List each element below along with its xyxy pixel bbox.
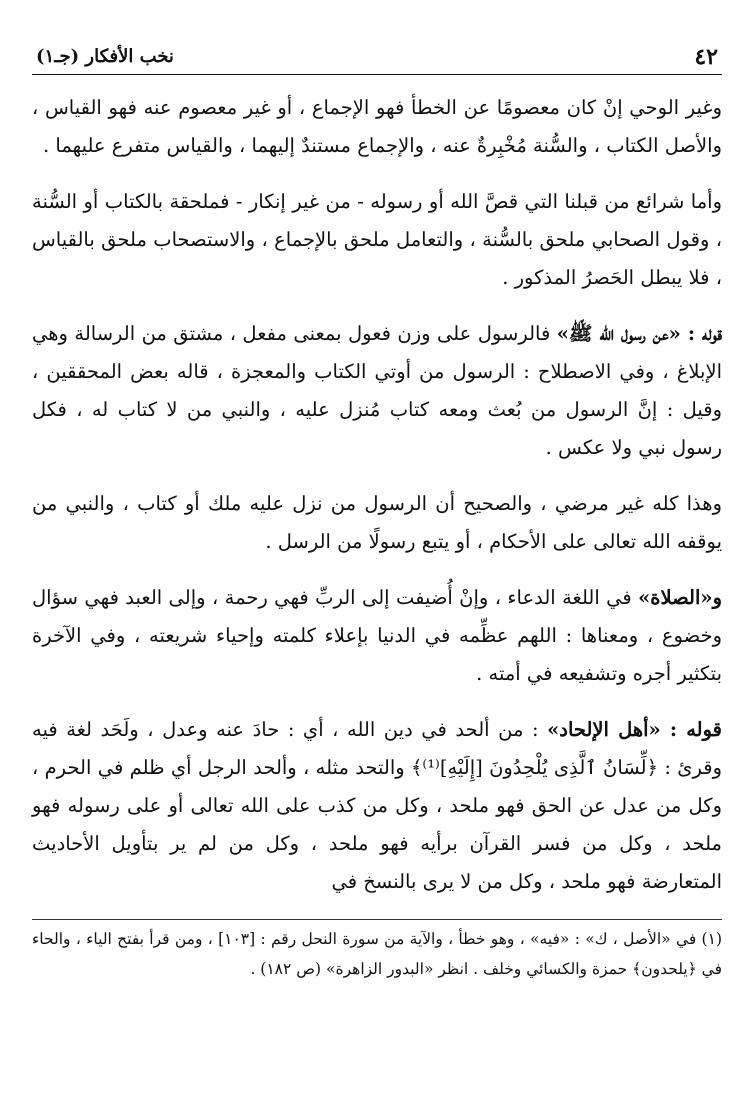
paragraph — [32, 183, 722, 297]
page-number: ٤٢ — [694, 44, 718, 70]
paragraph-text: فالرسول على وزن فعول بمعنى مفعل ، مشتق من الرسالة وهي الإبلاغ ، وفي الاصطلاح : الرسول من أوتي الكتاب والمعجزة ، قاله بعض المحققين ، وقيل : إنَّ الرسول من بُعث ومعه كتاب مُنزل عليه ، والنبي من لا كتاب له ، فكل رسول نبي ولا عكس . — [32, 322, 722, 459]
paragraph-text: وأما شرائع من قبلنا التي قصَّ الله أو رسوله - من غير إنكار - فملحقة بالكتاب أو السُّنة ، وقول الصحابي ملحق بالسُّنة ، والتعامل ملحق بالإجماع ، والاستصحاب ملحق بالقياس ، فلا يبطل الحَصرُ المذكور . — [32, 190, 722, 289]
paragraph — [32, 485, 722, 561]
footnote-separator — [32, 919, 722, 920]
paragraph-lead: قوله : «أهل الإلحاد» — [547, 718, 722, 741]
paragraph-text: وهذا كله غير مرضي ، والصحيح أن الرسول من نزل عليه ملك أو كتاب ، والنبي من يوقفه الله تعالى على الأحكام ، أو يتبع رسولًا من الرسل . — [32, 492, 722, 553]
paragraph — [32, 315, 722, 467]
paragraph — [32, 89, 722, 165]
book-page — [32, 40, 722, 1080]
page-body — [32, 89, 722, 901]
paragraph-lead: و«الصلاة» — [638, 586, 722, 609]
paragraph — [32, 579, 722, 693]
paragraph-text: : من ألحد في دين الله ، أي : حادَ عنه وعدل ، ولَحَد لغة فيه وقرئ : ﴿لِّسَانُ ٱلَّذِى يُلْحِدُونَ [إِلَيْهِ]⁽¹⁾﴾ والتحد مثله ، وألحد الرجل أي ظلم في الحرم ، وكل من عدل عن الحق فهو ملحد ، وكل من كذب على الله تعالى أو على رسوله فهو ملحد ، وكل من فسر القرآن برأيه فهو ملحد ، وكل من لم ير بتأويل الأحاديث المتعارضة فهو ملحد ، وكل من لا يرى بالنسخ في — [32, 718, 722, 893]
paragraph-lead: قوله : «عن رسول الله ﷺ» — [556, 322, 723, 345]
running-header — [32, 40, 722, 75]
paragraph-text: في اللغة الدعاء ، وإنْ أُضيفت إلى الربِّ فهي رحمة ، وإلى العبد فهي سؤال وخضوع ، ومعناها : اللهم عظِّمه في الدنيا بإعلاء كلمته وإحياء شريعته ، وفي الآخرة بتكثير أجره وتشفيعه في أمته . — [32, 586, 722, 685]
paragraph — [32, 711, 722, 901]
footnote: (١) في «الأصل ، ك» : «فيه» ، وهو خطأ ، والآية من سورة النحل رقم : [١٠٣] ، ومن قرأ بفتح الياء ، والحاء في ﴿يلحدون﴾ حمزة والكسائي وخلف . انظر «البدور الزاهرة» (ص ١٨٢) . — [32, 930, 722, 978]
paragraph-text: وغير الوحي إنْ كان معصومًا عن الخطأ فهو الإجماع ، أو غير معصوم عنه فهو القياس ، والأصل الكتاب ، والسُّنة مُخْبِرةٌ عنه ، والإجماع مستندٌ إليهما ، والقياس متفرع عليهما . — [32, 96, 722, 157]
book-title: نخب الأفكار (جـ١) — [36, 46, 174, 67]
